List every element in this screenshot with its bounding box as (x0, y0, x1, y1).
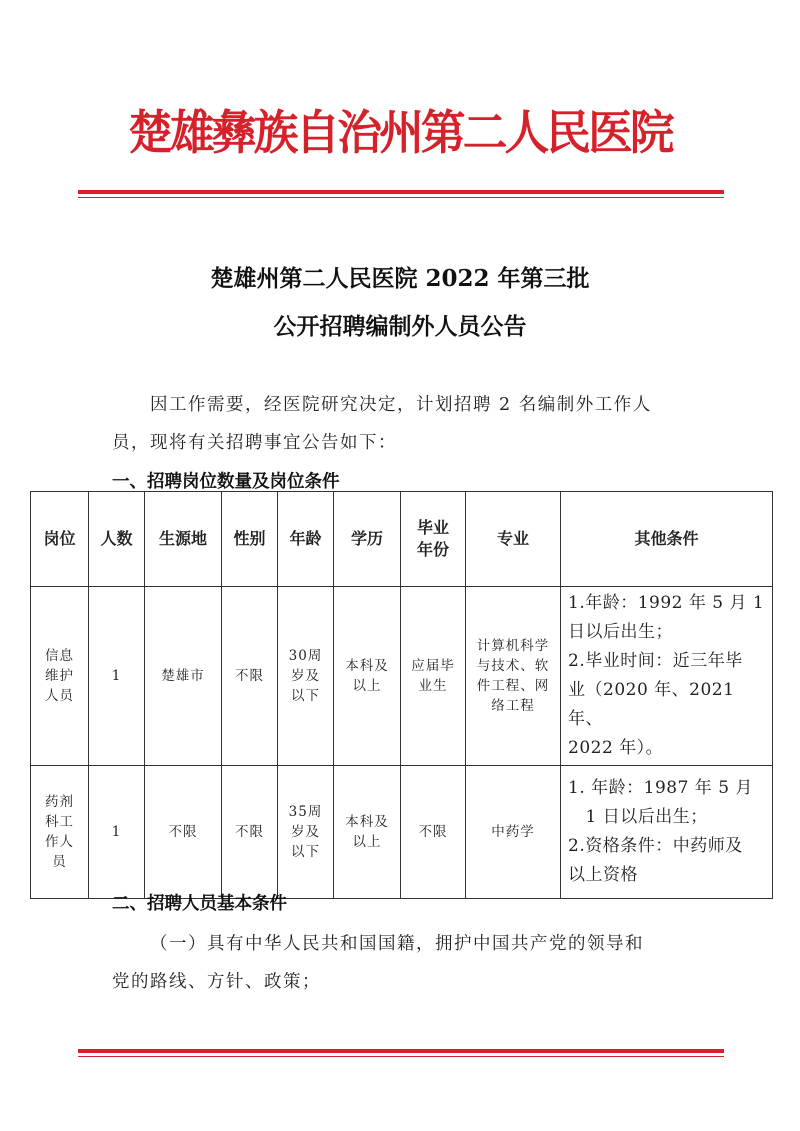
cell-major: 计算机科学与技术、软件工程、网络工程 (466, 587, 561, 766)
letterhead-rule-thin (78, 197, 724, 198)
section-heading-requirements: 二、招聘人员基本条件 (112, 894, 287, 914)
other-condition-line: 1.年龄：1992 年 5 月 1 (568, 593, 765, 613)
header-origin: 生源地 (145, 492, 222, 587)
header-gender: 性别 (222, 492, 278, 587)
other-condition-line: 1. 年龄：1987 年 5 月 (568, 778, 753, 798)
hospital-letterhead: 楚雄彝族自治州第二人民医院 (128, 106, 672, 161)
cell-age: 30周岁及以下 (278, 587, 334, 766)
requirement-item-1-line-2: 党的路线、方针、政策； (112, 972, 321, 992)
cell-origin: 楚雄市 (145, 587, 222, 766)
footer-rule-thick (78, 1049, 724, 1053)
table-row (31, 587, 773, 766)
positions-table (30, 491, 773, 899)
table-header-row (31, 492, 773, 587)
header-count: 人数 (89, 492, 145, 587)
other-condition-line: 2.资格条件：中药师及 (568, 836, 743, 856)
other-condition-line: 以上资格 (568, 865, 638, 885)
cell-grad-year: 应届毕业生 (401, 587, 466, 766)
document-title-line-1: 楚雄州第二人民医院 2022 年第三批 (210, 265, 590, 292)
cell-other (561, 587, 773, 766)
cell-gender: 不限 (222, 587, 278, 766)
intro-line-1: 因工作需要，经医院研究决定，计划招聘 2 名编制外工作人 (150, 395, 652, 415)
intro-paragraph (112, 386, 702, 462)
header-other: 其他条件 (561, 492, 773, 587)
cell-grad-year: 不限 (401, 766, 466, 899)
header-age: 年龄 (278, 492, 334, 587)
header-major: 专业 (466, 492, 561, 587)
cell-education: 本科及以上 (334, 587, 401, 766)
intro-line-2: 员，现将有关招聘事宜公告如下： (112, 433, 397, 453)
section-heading-positions: 一、招聘岗位数量及岗位条件 (112, 472, 340, 492)
other-condition-line: 日以后出生； (568, 622, 673, 642)
document-title-line-2: 公开招聘编制外人员公告 (273, 313, 527, 340)
header-post: 岗位 (31, 492, 89, 587)
header-grad-year-line-2: 年份 (416, 540, 449, 559)
other-condition-line: 2.毕业时间：近三年毕 (568, 651, 743, 671)
cell-post: 信息维护人员 (31, 587, 89, 766)
cell-education: 本科及以上 (334, 766, 401, 899)
header-education: 学历 (334, 492, 401, 587)
cell-other (561, 766, 773, 899)
cell-origin: 不限 (145, 766, 222, 899)
header-grad-year-line-1: 毕业 (416, 518, 449, 537)
requirement-item-1-line-1: （一）具有中华人民共和国国籍，拥护中国共产党的领导和 (150, 934, 644, 954)
cell-count: 1 (89, 766, 145, 899)
cell-count: 1 (89, 587, 145, 766)
footer-rule-thin (78, 1056, 724, 1057)
table-row (31, 766, 773, 899)
letterhead-rule-thick (78, 190, 724, 194)
header-grad-year (401, 492, 466, 587)
cell-major: 中药学 (466, 766, 561, 899)
other-condition-line: 业（2020 年、2021 年、 (568, 680, 735, 729)
cell-gender: 不限 (222, 766, 278, 899)
requirements-paragraph (112, 925, 702, 1001)
other-condition-line: 1 日以后出生； (568, 807, 708, 827)
cell-age: 35周岁及以下 (278, 766, 334, 899)
cell-post: 药剂科工作人员 (31, 766, 89, 899)
other-condition-line: 2022 年）。 (568, 738, 664, 758)
